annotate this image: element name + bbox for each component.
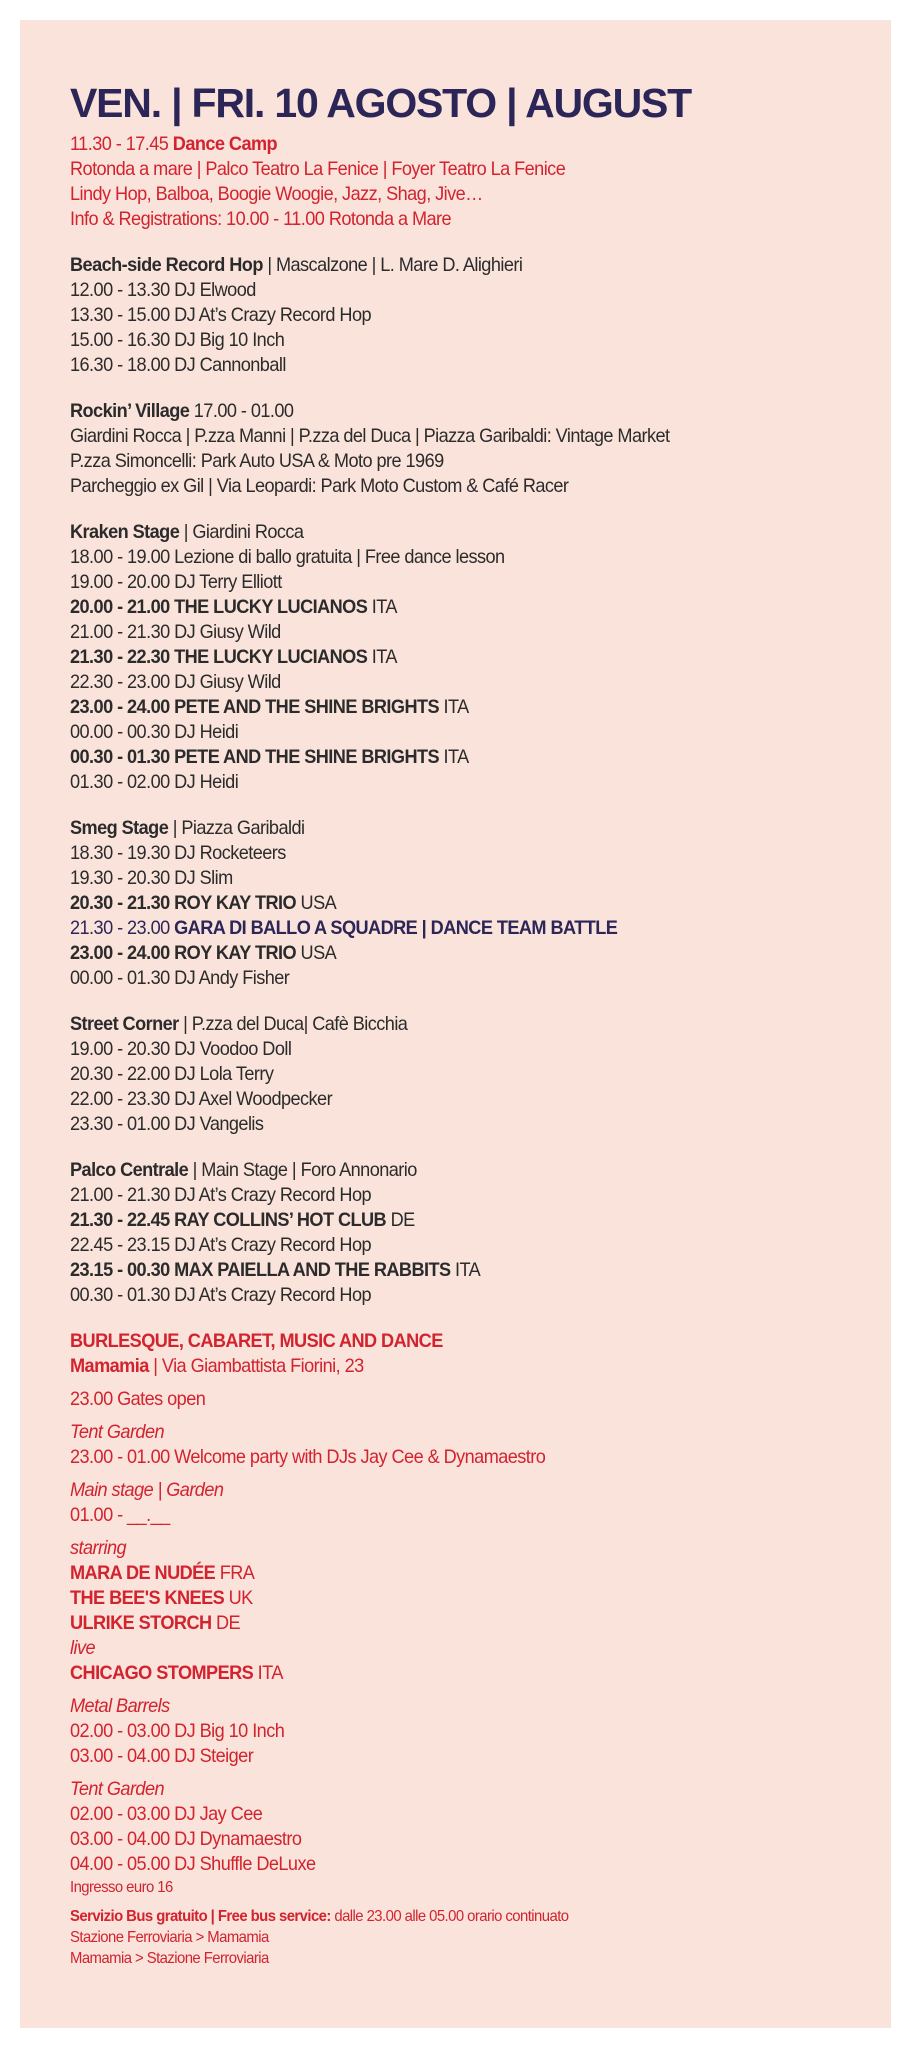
schedule-item: 22.45 - 23.15 DJ At’s Crazy Record Hop	[70, 1234, 372, 1256]
country-code: ITA	[439, 746, 469, 768]
street-corner-section	[70, 1012, 880, 1137]
dance-camp-venues: Rotonda a mare | Palco Teatro La Fenice | Foyer Teatro La Fenice	[70, 158, 566, 180]
main-stage-label: Main stage | Garden	[70, 1479, 224, 1501]
country-code: UK	[224, 1587, 253, 1609]
schedule-item: 19.30 - 20.30 DJ Slim	[70, 867, 233, 889]
schedule-item: 12.00 - 13.30 DJ Elwood	[70, 279, 256, 301]
bus-route: Mamamia > Stazione Ferroviaria	[70, 1950, 269, 1967]
schedule-item	[70, 645, 823, 670]
village-info: Parcheggio ex Gil | Via Leopardi: Park Moto Custom & Café Racer	[70, 475, 569, 497]
schedule-item: 01.30 - 02.00 DJ Heidi	[70, 771, 239, 793]
concert-name: 20.30 - 21.30 ROY KAY TRIO	[70, 892, 297, 914]
welcome-party: 23.00 - 01.00 Welcome party with DJs Jay Cee & Dynamaestro	[70, 1446, 546, 1468]
country-code: ITA	[439, 696, 469, 718]
street-place: | P.zza del Duca| Cafè Bicchia	[178, 1013, 408, 1035]
country-code: USA	[296, 942, 337, 964]
schedule-item: 22.30 - 23.00 DJ Giusy Wild	[70, 671, 281, 693]
schedule-item: 22.00 - 23.30 DJ Axel Woodpecker	[70, 1088, 333, 1110]
dance-camp-styles: Lindy Hop, Balboa, Boogie Woogie, Jazz, Shag, Jive…	[70, 183, 483, 205]
battle-time: 21.30 - 23.00	[70, 917, 175, 939]
schedule-item: 23.30 - 01.00 DJ Vangelis	[70, 1113, 264, 1135]
schedule-item: 21.00 - 21.30 DJ At’s Crazy Record Hop	[70, 1184, 372, 1206]
village-info: Giardini Rocca | P.zza Manni | P.zza del Duca | Piazza Garibaldi: Vintage Market	[70, 425, 670, 447]
kraken-heading	[70, 520, 823, 545]
schedule-item: 19.00 - 20.00 DJ Terry Elliott	[70, 571, 282, 593]
schedule-item	[70, 891, 823, 916]
venue-name: Mamamia	[70, 1355, 149, 1377]
schedule-item: 16.30 - 18.00 DJ Cannonball	[70, 354, 286, 376]
schedule-item: 00.30 - 01.30 DJ At’s Crazy Record Hop	[70, 1284, 372, 1306]
concert-name: 23.00 - 24.00 PETE AND THE SHINE BRIGHTS	[70, 696, 440, 718]
schedule-item: 13.30 - 15.00 DJ At’s Crazy Record Hop	[70, 304, 372, 326]
schedule-item	[70, 1258, 823, 1283]
main-stage-time: 01.00 - __.__	[70, 1504, 170, 1526]
country-code: DE	[386, 1209, 415, 1231]
beach-heading	[70, 253, 823, 278]
live-label: live	[70, 1637, 95, 1659]
smeg-name: Smeg Stage	[70, 817, 169, 839]
schedule-item	[70, 941, 823, 966]
entry-price: Ingresso euro 16	[70, 1879, 173, 1896]
tent-garden-label: Tent Garden	[70, 1421, 165, 1443]
schedule-item: 02.00 - 03.00 DJ Jay Cee	[70, 1803, 263, 1825]
performer-name: MARA DE NUDÉE	[70, 1562, 216, 1584]
concert-name: 00.30 - 01.30 PETE AND THE SHINE BRIGHTS	[70, 746, 440, 768]
palco-name: Palco Centrale	[70, 1159, 189, 1181]
metal-barrels-label: Metal Barrels	[70, 1695, 170, 1717]
dance-camp-line	[70, 132, 823, 157]
schedule-item	[70, 595, 823, 620]
performer-name: THE BEE'S KNEES	[70, 1587, 225, 1609]
program-content	[70, 78, 880, 1969]
dance-battle-item	[70, 916, 823, 941]
schedule-item: 00.00 - 01.30 DJ Andy Fisher	[70, 967, 290, 989]
burlesque-section	[70, 1329, 880, 1969]
performer	[70, 1611, 823, 1636]
schedule-item: 03.00 - 04.00 DJ Steiger	[70, 1745, 254, 1767]
schedule-item: 18.00 - 19.00 Lezione di ballo gratuita | Free dance lesson	[70, 546, 505, 568]
schedule-item: 18.30 - 19.30 DJ Rocketeers	[70, 842, 286, 864]
palco-place: | Main Stage | Foro Annonario	[188, 1159, 417, 1181]
schedule-item: 15.00 - 16.30 DJ Big 10 Inch	[70, 329, 285, 351]
venue-address: | Via Giambattista Fiorini, 23	[148, 1355, 364, 1377]
country-code: ITA	[367, 646, 397, 668]
kraken-name: Kraken Stage	[70, 521, 180, 543]
starring-label: starring	[70, 1537, 127, 1559]
schedule-item: 19.00 - 20.30 DJ Voodoo Doll	[70, 1038, 292, 1060]
concert-name: 23.00 - 24.00 ROY KAY TRIO	[70, 942, 297, 964]
village-heading	[70, 399, 823, 424]
dance-camp-info: Info & Registrations: 10.00 - 11.00 Rotonda a Mare	[70, 208, 452, 230]
dance-camp-time: 11.30 - 17.45	[70, 133, 169, 155]
dance-camp-section	[70, 132, 880, 232]
schedule-item: 20.30 - 22.00 DJ Lola Terry	[70, 1063, 274, 1085]
bus-route: Stazione Ferroviaria > Mamamia	[70, 1929, 269, 1946]
performer	[70, 1661, 823, 1686]
tent-garden-label-2: Tent Garden	[70, 1778, 165, 1800]
dance-camp-name: Dance Camp	[172, 133, 278, 155]
kraken-place: | Giardini Rocca	[179, 521, 304, 543]
country-code: FRA	[215, 1562, 255, 1584]
schedule-item: 00.00 - 00.30 DJ Heidi	[70, 721, 239, 743]
performer	[70, 1561, 823, 1586]
palco-heading	[70, 1158, 823, 1183]
performer-name: CHICAGO STOMPERS	[70, 1662, 254, 1684]
concert-name: 21.30 - 22.30 THE LUCKY LUCIANOS	[70, 646, 368, 668]
beach-name: Beach-side Record Hop	[70, 254, 263, 276]
bus-service-hours: dalle 23.00 alle 05.00 orario continuato	[330, 1908, 569, 1925]
day-title: VEN. | FRI. 10 AGOSTO | AUGUST	[70, 80, 692, 126]
burlesque-heading: BURLESQUE, CABARET, MUSIC AND DANCE	[70, 1330, 443, 1352]
gates-open: 23.00 Gates open	[70, 1388, 206, 1410]
smeg-place: | Piazza Garibaldi	[168, 817, 305, 839]
country-code: ITA	[253, 1662, 283, 1684]
palco-centrale-section	[70, 1158, 880, 1308]
country-code: DE	[211, 1612, 241, 1634]
bus-service-label: Servizio Bus gratuito | Free bus service:	[70, 1908, 331, 1925]
country-code: USA	[296, 892, 337, 914]
schedule-item: 21.00 - 21.30 DJ Giusy Wild	[70, 621, 281, 643]
country-code: ITA	[450, 1259, 481, 1281]
performer-name: ULRIKE STORCH	[70, 1612, 212, 1634]
beach-place: | Mascalzone | L. Mare D. Alighieri	[262, 254, 523, 276]
street-heading	[70, 1012, 823, 1037]
battle-name: GARA DI BALLO A SQUADRE | DANCE TEAM BATTLE	[174, 917, 618, 939]
performer	[70, 1586, 823, 1611]
beach-record-hop-section	[70, 253, 880, 378]
mamamia-venue	[70, 1354, 823, 1379]
concert-name: 20.00 - 21.00 THE LUCKY LUCIANOS	[70, 596, 368, 618]
bus-service	[70, 1906, 823, 1927]
concert-name: 23.15 - 00.30 MAX PAIELLA AND THE RABBITS	[70, 1259, 451, 1281]
smeg-heading	[70, 816, 823, 841]
kraken-stage-section	[70, 520, 880, 795]
schedule-item: 02.00 - 03.00 DJ Big 10 Inch	[70, 1720, 285, 1742]
village-hours: 17.00 - 01.00	[189, 400, 294, 422]
village-info: P.zza Simoncelli: Park Auto USA & Moto pre 1969	[70, 450, 444, 472]
smeg-stage-section	[70, 816, 880, 991]
schedule-item	[70, 1208, 823, 1233]
village-name: Rockin’ Village	[70, 400, 190, 422]
concert-name: 21.30 - 22.45 RAY COLLINS’ HOT CLUB	[70, 1209, 387, 1231]
rockin-village-section	[70, 399, 880, 499]
schedule-item	[70, 695, 823, 720]
program-page	[20, 20, 891, 2028]
country-code: ITA	[367, 596, 397, 618]
street-name: Street Corner	[70, 1013, 179, 1035]
schedule-item	[70, 745, 823, 770]
schedule-item: 03.00 - 04.00 DJ Dynamaestro	[70, 1828, 302, 1850]
schedule-item: 04.00 - 05.00 DJ Shuffle DeLuxe	[70, 1853, 316, 1875]
